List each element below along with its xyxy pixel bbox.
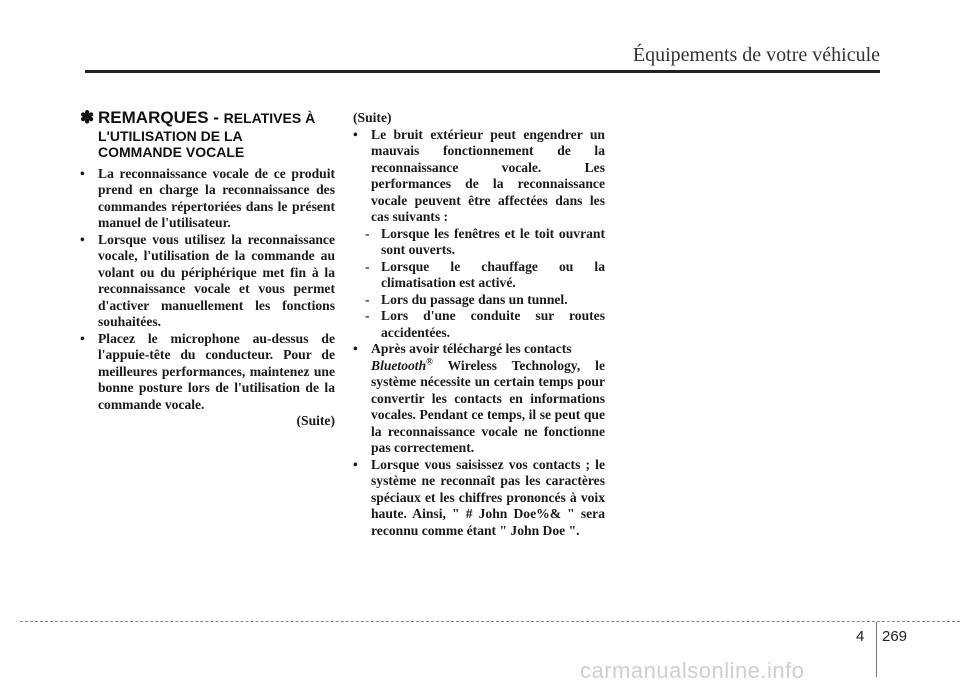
section-title-sub: RELATIVES À	[223, 110, 316, 126]
header-rule	[85, 70, 880, 73]
page-number: 269	[882, 628, 908, 645]
sub-list-item: - Lorsque le chauffage ou la climatisation est activé.	[353, 259, 605, 292]
section-title-line2: L'UTILISATION DE LA	[98, 127, 243, 144]
footer-rule	[20, 621, 960, 622]
list-item: • Lorsque vous saisissez vos contacts ; le système ne reconnaît pas les caractères spéciaux et les chiffres prononcés à voix haute. Ainsi, " # John Doe%& " sera reconnu comme étant " John Doe ".	[353, 457, 605, 540]
continued-label: (Suite)	[353, 110, 392, 125]
section-title-line3: COMMANDE VOCALE	[98, 143, 245, 160]
watermark: carmanualsonline.info	[580, 658, 805, 683]
star-icon: ✽	[80, 108, 95, 127]
list-item: • Placez le microphone au-dessus de l'appuie-tête du conducteur. Pour de meilleures performances, maintenez une bonne posture lors de l'utilisation de la commande vocale.	[80, 331, 335, 414]
list-item: • La reconnaissance vocale de ce produit prend en charge la reconnaissance des commandes répertoriées dans le présent manuel de l'utilisateur.	[80, 166, 335, 232]
sub-list-item: - Lors du passage dans un tunnel.	[353, 292, 605, 309]
section-title	[80, 110, 335, 160]
footer-divider	[876, 622, 877, 677]
right-column	[353, 110, 605, 539]
registered-mark: ®	[426, 355, 433, 366]
continued-label: (Suite)	[296, 413, 335, 428]
list-item	[353, 341, 605, 457]
sub-list-item: - Lors d'une conduite sur routes accidentées.	[353, 308, 605, 341]
brand-name: Bluetooth	[371, 357, 427, 373]
page-header-title: Équipements de votre véhicule	[632, 44, 880, 66]
list-item: • Lorsque vous utilisez la reconnaissance vocale, l'utilisation de la commande au volant ou du périphérique met fin à la reconnaissance vocale et vous permet d'activer manuellement les fonctions souhaitées.	[80, 232, 335, 331]
left-column	[80, 110, 335, 430]
bullet-text: Après avoir téléchargé les contacts	[371, 341, 572, 356]
sub-list-item: - Lorsque les fenêtres et le toit ouvrant sont ouverts.	[353, 226, 605, 259]
list-item: • Le bruit extérieur peut engendrer un mauvais fonctionnement de la reconnaissance vocale. Les performances de la reconnaissance vocale peuvent être affectées dans les cas suivants :	[353, 127, 605, 226]
chapter-number: 4	[856, 628, 865, 645]
bullet-text: Wireless Technology, le système nécessite un certain temps pour convertir les contacts en informations vocales. Pendant ce temps, il se peut que la reconnaissance vocale ne fonctionne pas correctement.	[371, 357, 605, 455]
section-title-main: REMARQUES -	[98, 108, 224, 127]
